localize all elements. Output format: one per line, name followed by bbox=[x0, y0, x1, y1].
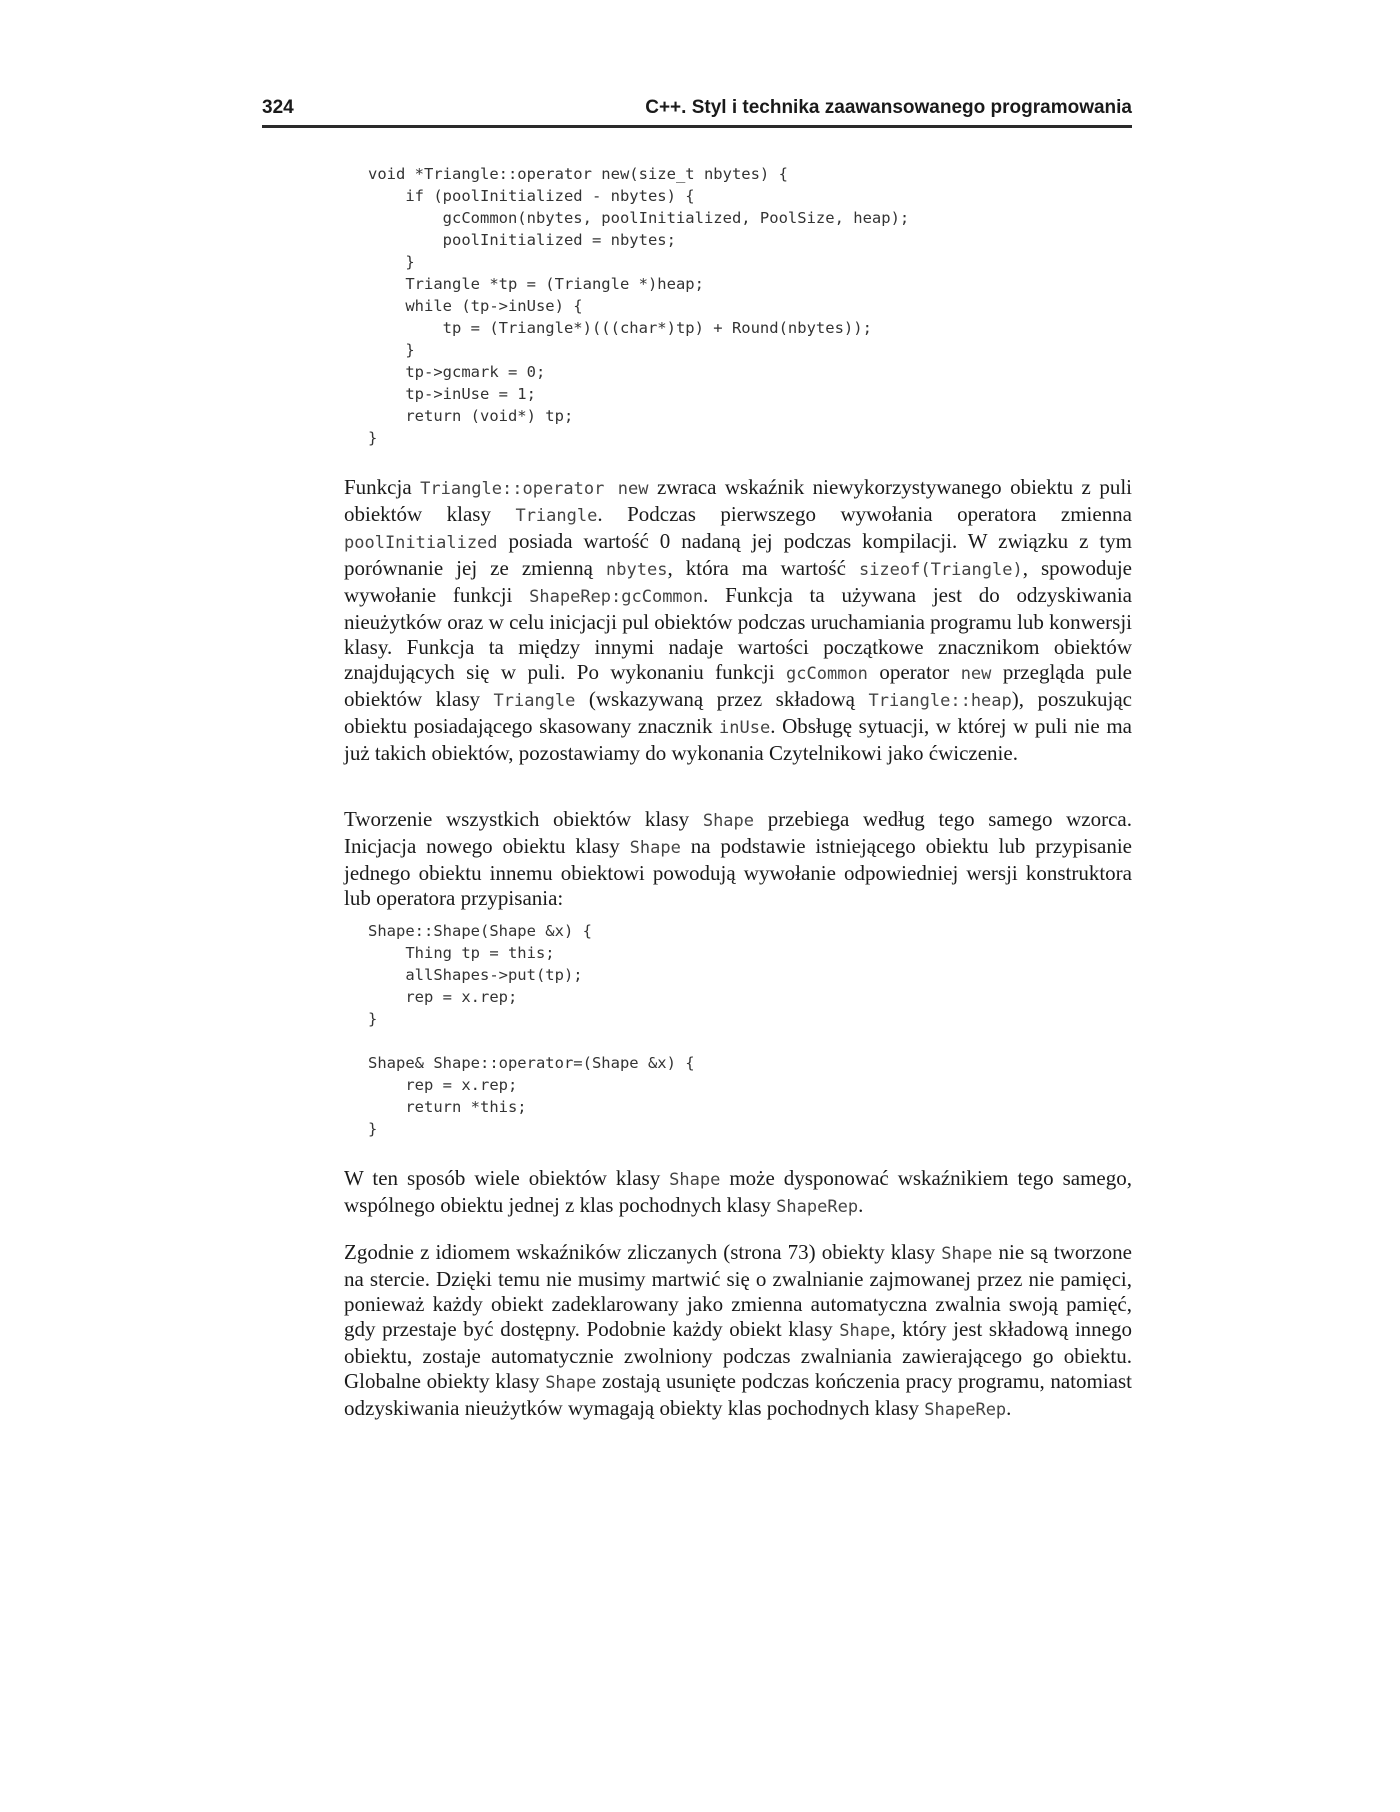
inline-code: Shape bbox=[545, 1373, 597, 1393]
paragraph-shape-creation bbox=[344, 807, 1132, 911]
inline-code: Shape bbox=[669, 1170, 721, 1190]
inline-code: Triangle::heap bbox=[868, 691, 1012, 711]
inline-code: Shape bbox=[941, 1244, 993, 1264]
text-run: . Funkcja ta używana jest do odzyskiwania nieużytków oraz w celu inicjacji pul obiektów podczas uruchamiania programu lub konwersji klasy. Funkcja ta między innymi nadaje wartości początkowe znacznikom obiektów znajdujących się w puli. Po wykonaniu funkcji bbox=[344, 583, 1132, 684]
book-title: C++. Styl i technika zaawansowanego programowania bbox=[645, 97, 1132, 118]
text-run: (wskazywaną przez składową bbox=[575, 687, 869, 711]
text-run: operator bbox=[867, 660, 961, 684]
code-block-shape-copy: Shape::Shape(Shape &x) { Thing tp = this; allShapes->put(tp); rep = x.rep; } Shape& Shape::operator=(Shape &x) { rep = x.rep; return *this; } bbox=[368, 922, 695, 1138]
text-run: może dysponować wskaźnikiem tego samego, wspólnego obiektu jednej z klas pochodnych klasy bbox=[344, 1166, 1132, 1217]
inline-code: sizeof(Triangle) bbox=[858, 560, 1023, 580]
text-run: Tworzenie wszystkich obiektów klasy bbox=[344, 807, 703, 831]
page-header bbox=[262, 95, 1132, 128]
text-run: Zgodnie z idiomem wskaźników zliczanych (strona 73) obiekty klasy bbox=[344, 1240, 942, 1264]
text-run: W ten sposób wiele obiektów klasy bbox=[344, 1166, 670, 1190]
text-run: zwraca wskaźnik niewykorzystywanego obiektu z puli obiektów klasy bbox=[344, 475, 1133, 526]
text-run: Funkcja bbox=[344, 475, 421, 499]
inline-code: Shape bbox=[702, 811, 755, 831]
paragraph-shared-pointer bbox=[344, 1166, 1132, 1220]
code-block-operator-new: void *Triangle::operator new(size_t nbytes) { if (poolInitialized - nbytes) { gcCommon(nbytes, poolInitialized, PoolSize, heap); poolInitialized = nbytes; } Triangle *tp = (Triangle *)heap; while (tp->inUse) { tp = (Triangle*)(((char*)tp) + Round(nbytes)); } tp->gcmark = 0; tp->inUse = 1; return (void*) tp; } bbox=[368, 165, 910, 447]
text-run: . bbox=[1006, 1396, 1012, 1420]
inline-code: Triangle bbox=[493, 691, 576, 711]
page-number: 324 bbox=[262, 97, 294, 118]
text-run: przegląda pule obiektów klasy bbox=[344, 660, 1132, 711]
text-run: przebiega według tego samego wzorca. Inicjacja nowego obiektu klasy bbox=[344, 807, 1132, 858]
text-run: . Obsługę sytuacji, w której w puli nie ma już takich obiektów, pozostawiamy do wykonania Czytelnikowi jako ćwiczenie. bbox=[344, 714, 1132, 765]
inline-code: inUse bbox=[719, 718, 771, 738]
inline-code: Shape bbox=[839, 1321, 891, 1341]
inline-code: Triangle::operator new bbox=[420, 479, 649, 499]
text-run: ), poszukując obiektu posiadającego skasowany znacznik bbox=[344, 687, 1132, 738]
inline-code: ShapeRep bbox=[776, 1197, 859, 1217]
inline-code: gcCommon bbox=[786, 664, 868, 684]
inline-code: nbytes bbox=[606, 560, 668, 580]
text-run: , spowoduje wywołanie funkcji bbox=[344, 556, 1132, 607]
inline-code: Shape bbox=[629, 838, 681, 858]
inline-code: ShapeRep bbox=[924, 1400, 1007, 1420]
text-run: . bbox=[858, 1193, 864, 1217]
text-run: nie są tworzone na stercie. Dzięki temu nie musimy martwić się o zwalnianie zajmowanej przez nie pamięci, ponieważ każdy obiekt zadeklarowany jako zmienna automatyczna zwalnia swoją pamięć, gdy przestaje być dostępny. Podobnie każdy obiekt klasy bbox=[344, 1240, 1132, 1341]
text-run: na podstawie istniejącego obiektu lub przypisanie jednego obiektu innemu obiektowi powodują wywołanie odpowiedniej wersji konstruktora lub operatora przypisania: bbox=[344, 834, 1132, 910]
paragraph-counted-pointers bbox=[344, 1240, 1132, 1423]
text-run: , która ma wartość bbox=[667, 556, 859, 580]
text-run: . Podczas pierwszego wywołania operatora zmienna bbox=[597, 502, 1133, 526]
inline-code: new bbox=[960, 664, 992, 684]
inline-code: ShapeRep:gcCommon bbox=[529, 587, 704, 607]
paragraph-operator-new-description bbox=[344, 475, 1132, 766]
inline-code: Triangle bbox=[515, 506, 598, 526]
text-run: , który jest składową innego obiektu, zostaje automatycznie zwolniony podczas zwalniania zawierającego go obiektu. Globalne obiekty klasy bbox=[344, 1317, 1132, 1393]
text-run: zostają usunięte podczas kończenia pracy programu, natomiast odzyskiwania nieużytków wymagają obiekty klas pochodnych klasy bbox=[344, 1369, 1133, 1420]
inline-code: poolInitialized bbox=[344, 533, 498, 553]
text-run: posiada wartość 0 nadaną jej podczas kompilacji. W związku z tym porównanie jej ze zmienną bbox=[344, 529, 1132, 580]
